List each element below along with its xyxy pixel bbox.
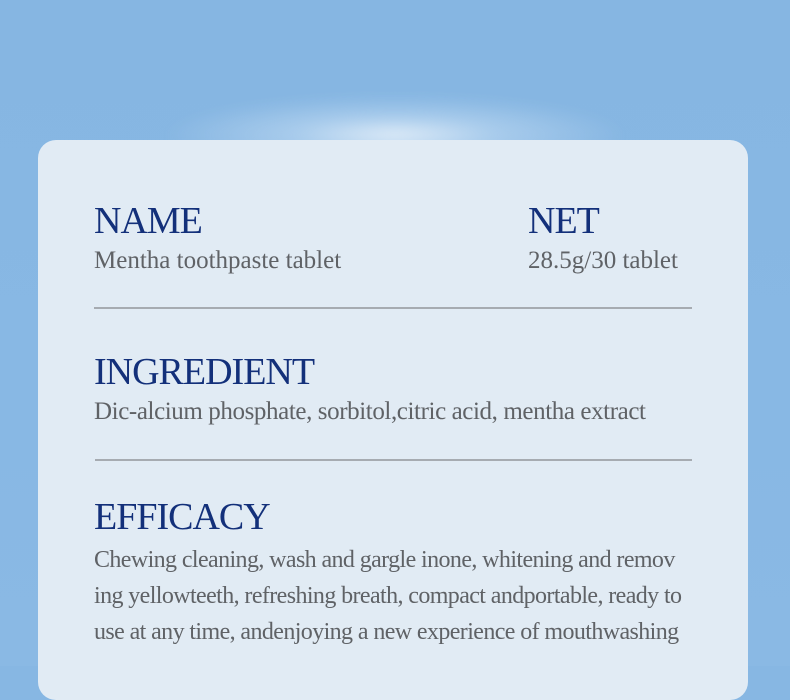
name-value: Mentha toothpaste tablet — [94, 247, 342, 274]
net-heading: NET — [528, 200, 599, 242]
net-value: 28.5g/30 tablet — [528, 247, 678, 274]
ingredient-heading: INGREDIENT — [94, 351, 315, 393]
divider — [95, 459, 692, 461]
name-heading: NAME — [94, 200, 202, 242]
efficacy-text — [94, 542, 704, 650]
ingredient-value: Dic-alcium phosphate, sorbitol,citric acid, mentha extract — [94, 398, 646, 425]
efficacy-line: ing yellowteeth, refreshing breath, compact andportable, ready to — [94, 583, 682, 609]
efficacy-heading: EFFICACY — [94, 496, 270, 538]
efficacy-line: Chewing cleaning, wash and gargle inone, whitening and remov — [94, 547, 675, 573]
divider — [94, 307, 692, 309]
product-info-card — [38, 140, 748, 700]
efficacy-line: use at any time, andenjoying a new experience of mouthwashing — [94, 619, 679, 645]
